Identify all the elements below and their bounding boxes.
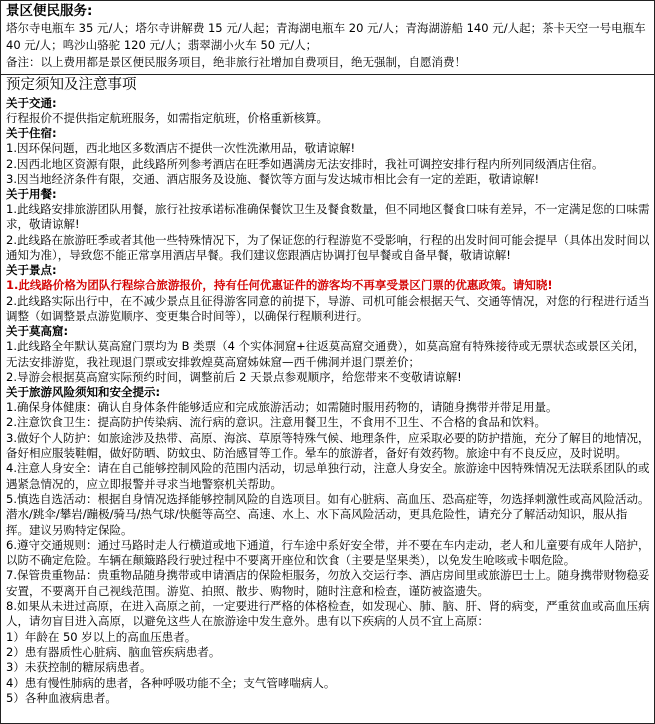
safety-line-6: 6.遵守交通规则：通过马路时走人行横道或地下通道，行车途中系好安全带，并不要在车内走动，老人和儿童要有成年人陪护，以防不确定危险。车辆在颠簸路段行驶过程中不要离开座位和饮食（主要是坚果类），以免发生呛咳或卡咽危险。 <box>6 537 650 568</box>
meals-line-1: 1.此线路安排旅游团队用餐，旅行社按承诺标准确保餐饮卫生及餐食数量，但不同地区餐食口味有差异，不一定满足您的口味需求，敬请谅解! <box>6 202 650 232</box>
transport-line: 行程报价不提供指定航班服务，如需指定航班，价格重新核算。 <box>6 111 328 125</box>
notice-title: 预定须知及注意事项 <box>6 77 137 93</box>
section-heading-transport: 关于交通: <box>6 96 57 110</box>
safety-line-1: 1.确保身体健康：确认自身体条件能够适应和完成旅游活动；如需随时服用药物的，请随身携带并带足用量。 <box>6 400 558 415</box>
safety-line-4: 4.注意人身安全：请在自己能够控制风险的范围内活动，切忌单独行动，注意人身安全。旅游途中因特殊情况无法联系团队的或遇紧急情况的，应立即报警并寻求当地警察机关帮助。 <box>6 461 650 491</box>
safety-line-7: 7.保管贵重物品：贵重物品随身携带或申请酒店的保险柜服务，勿放入交运行李、酒店房间里或旅游巴士上。随身携带财物稳妥安置，不要离开自己视线范围。游览、拍照、散步、购物时，随时注意和检查，谨防被盗遗失。 <box>6 568 650 598</box>
section-heading-mogao: 关于莫高窟: <box>6 324 69 339</box>
scenic-line-1: 1.此线路价格为团队行程综合旅游报价，持有任何优惠证件的游客均不再享受景区门票的优惠政策。请知晓! <box>6 278 553 293</box>
section-heading-safety: 关于旅游风险须知和安全提示: <box>6 385 161 400</box>
disease-item-5: 5）各种血液病患者。 <box>6 690 117 705</box>
disease-item-1: 1）年龄在 50 岁以上的高血压患者。 <box>6 629 197 644</box>
hotel-line-2: 2.因西北地区资源有限，此线路所列参考酒店在旺季如遇满房无法安排时，我社可调控安排行程内所列同级酒店住宿。 <box>6 156 604 171</box>
safety-line-3: 3.做好个人防护：如旅途涉及热带、高原、海滨、草原等特殊气候、地理条件，应采取必要的防护措施，充分了解目的地情况，备好相应服装鞋帽，做好防晒、防蚊虫、防治感冒等工作。晕车的旅游者，备好有效药物。旅途中有不良反应，及时说明。 <box>6 430 650 461</box>
disease-item-2: 2）患有器质性心脏病、脑血管疾病患者。 <box>6 644 221 659</box>
service-prices: 塔尔寺电瓶车 35 元/人；塔尔寺讲解费 15 元/人起；青海湖电瓶车 20 元/人；青海湖游船 140 元/人起；茶卡天空一号电瓶车 40 元/人；鸣沙山骆驼 120 元/人；翡翠湖小火车 50 元/人； <box>6 21 646 52</box>
safety-line-8: 8.如果从未进过高原，在进入高原之前，一定要进行严格的体格检查，如发现心、肺、脑、肝、肾的病变，严重贫血或高血压病人，请勿盲目进入高原，以避免这些人在旅游途中发生意外。患有以下疾病的人员不宜上高原： <box>6 599 650 629</box>
service-box <box>1 1 654 75</box>
scenic-line-2: 2.此线路实际出行中，在不减少景点且征得游客同意的前提下，导游、司机可能会根据天气、交通等情况，对您的行程进行适当调整（如调整景点游览顺序、变更集合时间等），以确保行程顺利进行。 <box>6 293 650 323</box>
service-remark: 备注：以上费用都是景区便民服务项目，绝非旅行社增加自费项目，绝无强制，自愿消费！ <box>6 55 466 69</box>
hotel-line-3: 3.因当地经济条件有限，交通、酒店服务及设施、餐饮等方面与发达城市相比会有一定的差距，敬请谅解! <box>6 171 540 186</box>
section-heading-hotel: 关于住宿: <box>6 126 57 141</box>
disease-item-4: 4）患有慢性肺病的患者，各种呼吸功能不全；支气管哮喘病人。 <box>6 675 336 690</box>
safety-line-5: 5.慎选自选活动：根据自身情况选择能够控制风险的自选项目。如有心脏病、高血压、恐高症等，勿选择刺激性或高风险活动。潜水/跳伞/攀岩/蹦极/骑马/热气球/快艇等高空、高速、水上、水下高风险活动，更具危险性，请充分了解活动知识，服从指挥。建议另购特定保险。 <box>6 491 650 537</box>
mogao-line-1: 1.此线路全年默认莫高窟门票均为 B 类票（4 个实体洞窟+往返莫高窟交通费），如莫高窟有特殊接待或无票状态或景区关闭，无法安排游览，我社现退门票或安排敦煌莫高窟姊妹窟—西千佛洞并退门票差价； <box>6 339 646 369</box>
hotel-line-1: 1.因环保问题，西北地区多数酒店不提供一次性洗漱用品，敬请谅解! <box>6 141 356 156</box>
disease-item-3: 3）未获控制的糖尿病患者。 <box>6 660 152 675</box>
mogao-line-2: 2.导游会根据莫高窟实际预约时间，调整前后 2 天景点参观顺序，给您带来不变敬请谅解! <box>6 369 462 384</box>
section-heading-meals: 关于用餐: <box>6 187 57 202</box>
meals-line-2: 2.此线路在旅游旺季或者其他一些特殊情况下，为了保证您的行程游览不受影响，行程的出发时间可能会提早（具体出发时间以通知为准），导致您不能正常享用酒店早餐。我们建议您跟酒店协调打包早餐或自备早餐，敬请谅解! <box>6 232 650 263</box>
service-title: 景区便民服务: <box>6 3 93 19</box>
notice-box <box>1 75 654 706</box>
section-heading-scenic: 关于景点: <box>6 263 57 278</box>
safety-line-2: 2.注意饮食卫生：提高防护传染病、流行病的意识。注意用餐卫生，不食用不卫生、不合格的食品和饮料。 <box>6 415 546 430</box>
